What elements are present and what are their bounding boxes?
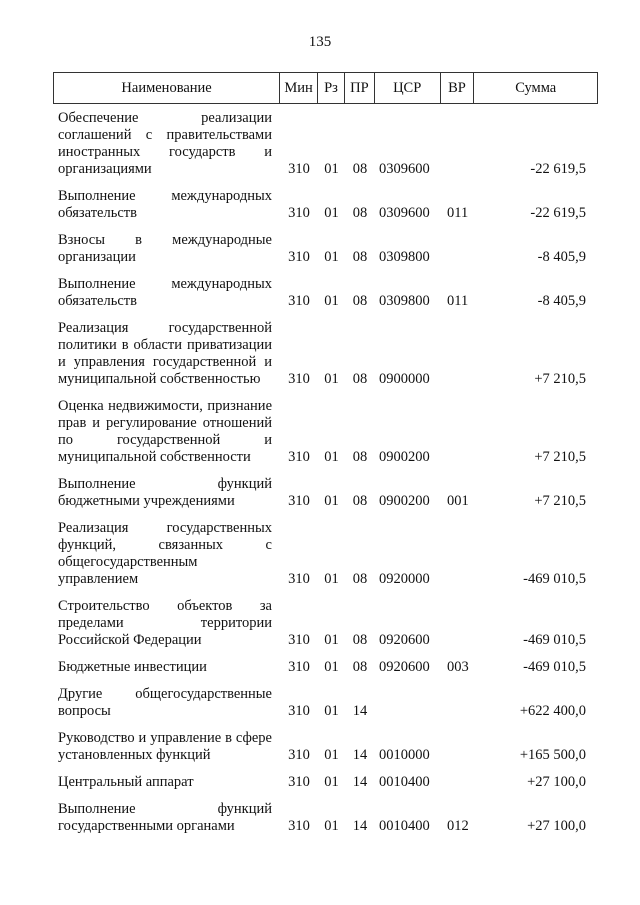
table-row — [53, 659, 598, 676]
header-vr: ВР — [441, 73, 475, 103]
row-name: Центральный аппарат — [58, 774, 194, 790]
header-min: Мин — [280, 73, 318, 103]
row-csr: 0010000 — [379, 747, 430, 763]
row-rz: 01 — [324, 449, 339, 465]
row-csr: 0900000 — [379, 371, 430, 387]
row-rz: 01 — [324, 703, 339, 719]
table-row — [53, 320, 598, 388]
row-min: 310 — [288, 632, 310, 648]
row-min: 310 — [288, 293, 310, 309]
row-pr: 08 — [352, 493, 368, 509]
row-name: Выполнение международных обязательств — [58, 188, 272, 221]
row-pr: 08 — [352, 449, 368, 465]
row-vr: 011 — [447, 205, 469, 221]
row-min: 310 — [288, 449, 310, 465]
row-pr: 08 — [352, 571, 368, 587]
table-header — [53, 72, 598, 104]
table-row — [53, 110, 598, 178]
row-csr: 0920000 — [379, 571, 430, 587]
row-rz: 01 — [324, 571, 339, 587]
row-rz: 01 — [324, 659, 339, 675]
header-csr: ЦСР — [375, 73, 441, 103]
row-rz: 01 — [324, 293, 339, 309]
row-csr: 0309600 — [379, 205, 430, 221]
row-sum: +7 210,5 — [534, 371, 586, 387]
row-pr: 08 — [352, 249, 368, 265]
row-name: Выполнение функций бюджетными учреждениями — [58, 476, 272, 509]
row-pr: 08 — [352, 659, 368, 675]
row-name: Реализация государственных функций, связанных с общегосударственным управлением — [58, 520, 272, 587]
table-row — [53, 232, 598, 266]
table-row — [53, 276, 598, 310]
table-row — [53, 801, 598, 835]
table-row — [53, 774, 598, 791]
row-rz: 01 — [324, 632, 339, 648]
row-csr: 0900200 — [379, 449, 430, 465]
row-min: 310 — [288, 818, 310, 834]
row-sum: -22 619,5 — [530, 205, 586, 221]
row-name: Обеспечение реализации соглашений с правительствами иностранных государств и организациями — [58, 110, 272, 177]
row-rz: 01 — [324, 493, 339, 509]
row-sum: -469 010,5 — [523, 632, 586, 648]
row-pr: 14 — [352, 818, 368, 834]
table-row — [53, 398, 598, 466]
row-min: 310 — [288, 493, 310, 509]
row-rz: 01 — [324, 205, 339, 221]
row-rz: 01 — [324, 818, 339, 834]
row-pr: 08 — [352, 293, 368, 309]
row-sum: +27 100,0 — [527, 818, 586, 834]
table-row — [53, 188, 598, 222]
row-csr: 0920600 — [379, 659, 430, 675]
row-name: Строительство объектов за пределами территории Российской Федерации — [58, 598, 272, 648]
row-pr: 08 — [352, 632, 368, 648]
row-min: 310 — [288, 747, 310, 763]
row-pr: 08 — [352, 161, 368, 177]
row-rz: 01 — [324, 161, 339, 177]
row-pr: 14 — [352, 703, 368, 719]
row-rz: 01 — [324, 249, 339, 265]
row-name: Руководство и управление в сфере установленных функций — [58, 730, 272, 763]
row-sum: -469 010,5 — [523, 571, 586, 587]
row-min: 310 — [288, 659, 310, 675]
row-csr: 0010400 — [379, 818, 430, 834]
row-csr: 0309800 — [379, 293, 430, 309]
row-min: 310 — [288, 774, 310, 790]
row-sum: +622 400,0 — [519, 703, 586, 719]
table-row — [53, 730, 598, 764]
row-sum: +7 210,5 — [534, 493, 586, 509]
row-name: Оценка недвижимости, признание прав и регулирование отношений по государственной и муниципальной собственности — [58, 398, 272, 465]
header-name: Наименование — [54, 73, 280, 103]
row-sum: -8 405,9 — [537, 293, 586, 309]
row-sum: +165 500,0 — [519, 747, 586, 763]
row-name: Другие общегосударственные вопросы — [58, 686, 272, 719]
row-min: 310 — [288, 703, 310, 719]
row-sum: +7 210,5 — [534, 449, 586, 465]
row-vr: 011 — [447, 293, 469, 309]
row-sum: -8 405,9 — [537, 249, 586, 265]
row-pr: 14 — [352, 774, 368, 790]
header-pr: ПР — [345, 73, 375, 103]
row-rz: 01 — [324, 747, 339, 763]
table-row — [53, 520, 598, 588]
row-name: Взносы в международные организации — [58, 232, 272, 265]
row-csr: 0920600 — [379, 632, 430, 648]
row-vr: 012 — [447, 818, 469, 834]
row-min: 310 — [288, 371, 310, 387]
table-row — [53, 686, 598, 720]
row-csr: 0309800 — [379, 249, 430, 265]
row-rz: 01 — [324, 774, 339, 790]
row-min: 310 — [288, 161, 310, 177]
row-min: 310 — [288, 571, 310, 587]
row-sum: -469 010,5 — [523, 659, 586, 675]
row-min: 310 — [288, 249, 310, 265]
row-csr: 0900200 — [379, 493, 430, 509]
row-pr: 08 — [352, 205, 368, 221]
row-vr: 001 — [447, 493, 469, 509]
row-rz: 01 — [324, 371, 339, 387]
row-csr: 0309600 — [379, 161, 430, 177]
row-name: Выполнение международных обязательств — [58, 276, 272, 309]
row-pr: 08 — [352, 371, 368, 387]
row-pr: 14 — [352, 747, 368, 763]
row-min: 310 — [288, 205, 310, 221]
table-row — [53, 598, 598, 649]
header-sum: Сумма — [515, 79, 557, 96]
row-csr: 0010400 — [379, 774, 430, 790]
row-name: Выполнение функций государственными органами — [58, 801, 272, 834]
row-vr: 003 — [447, 659, 469, 675]
page-number: 135 — [308, 34, 332, 50]
table-body — [53, 110, 598, 845]
header-rz: Рз — [318, 73, 345, 103]
row-name: Бюджетные инвестиции — [58, 659, 207, 675]
row-sum: -22 619,5 — [530, 161, 586, 177]
table-row — [53, 476, 598, 510]
row-sum: +27 100,0 — [527, 774, 586, 790]
row-name: Реализация государственной политики в области приватизации и управления государственной и муниципальной собственностью — [58, 320, 272, 387]
